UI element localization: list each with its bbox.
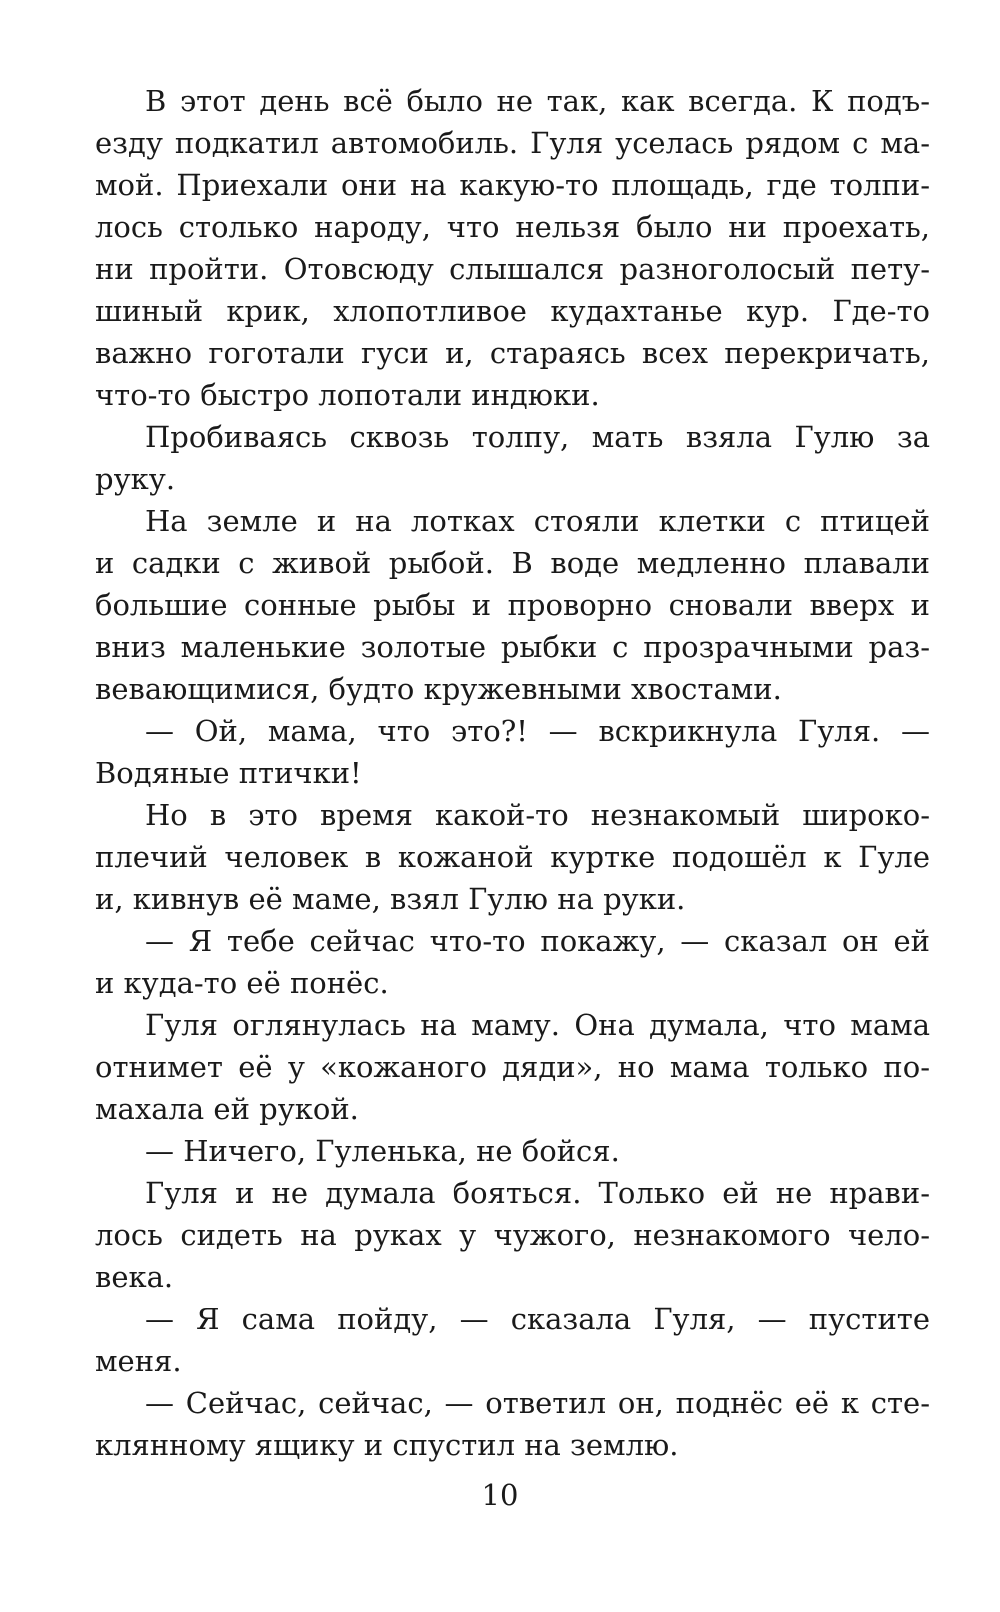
text-line: клянному ящику и спустил на землю. (95, 1428, 679, 1462)
text-line: важно гоготали гуси и, стараясь всех перекричать, (95, 336, 930, 370)
text-line: Водяные птички! (95, 756, 362, 790)
text-line: отнимет её у «кожаного дяди», но мама только по- (95, 1050, 930, 1084)
text-line: руку. (95, 462, 176, 496)
page-number: 10 (481, 1478, 519, 1512)
text-line: — Сейчас, сейчас, — ответил он, поднёс её к сте- (145, 1386, 930, 1420)
text-line: езду подкатил автомобиль. Гуля уселась рядом с ма- (95, 126, 930, 160)
text-line: и садки с живой рыбой. В воде медленно плавали (95, 546, 930, 580)
text-line: большие сонные рыбы и проворно сновали вверх и (95, 588, 930, 622)
text-line: На земле и на лотках стояли клетки с птицей (145, 504, 930, 538)
body-text (95, 80, 930, 1466)
text-line: что-то быстро лопотали индюки. (95, 378, 600, 412)
text-line: В этот день всё было не так, как всегда. К подъ- (145, 84, 930, 118)
text-line: лось сидеть на руках у чужого, незнакомого чело- (95, 1218, 930, 1252)
text-line: вевающимися, будто кружевными хвостами. (95, 672, 782, 706)
text-line: Гуля и не думала бояться. Только ей не нрави- (145, 1176, 930, 1210)
text-line: — Я тебе сейчас что-то покажу, — сказал он ей (145, 924, 930, 958)
text-line: мой. Приехали они на какую-то площадь, где толпи- (95, 168, 930, 202)
text-line: — Ой, мама, что это?! — вскрикнула Гуля. — (145, 714, 930, 748)
text-line: лось столько народу, что нельзя было ни проехать, (95, 210, 930, 244)
text-line: ни пройти. Отовсюду слышался разноголосый пету- (95, 252, 930, 286)
text-line: меня. (95, 1344, 182, 1378)
text-line: века. (95, 1260, 174, 1294)
text-line: и куда-то её понёс. (95, 966, 389, 1000)
text-line: Гуля оглянулась на маму. Она думала, что мама (145, 1008, 930, 1042)
text-line: и, кивнув её маме, взял Гулю на руки. (95, 882, 686, 916)
text-line: шиный крик, хлопотливое кудахтанье кур. Где-то (95, 294, 930, 328)
text-line: вниз маленькие золотые рыбки с прозрачными раз- (95, 630, 930, 664)
text-line: плечий человек в кожаной куртке подошёл к Гуле (95, 840, 930, 874)
text-line: — Ничего, Гуленька, не бойся. (145, 1134, 620, 1168)
text-line: Пробиваясь сквозь толпу, мать взяла Гулю за (145, 420, 930, 454)
text-line: Но в это время какой-то незнакомый широко- (145, 798, 930, 832)
text-line: — Я сама пойду, — сказала Гуля, — пустите (145, 1302, 930, 1336)
text-line: махала ей рукой. (95, 1092, 359, 1126)
